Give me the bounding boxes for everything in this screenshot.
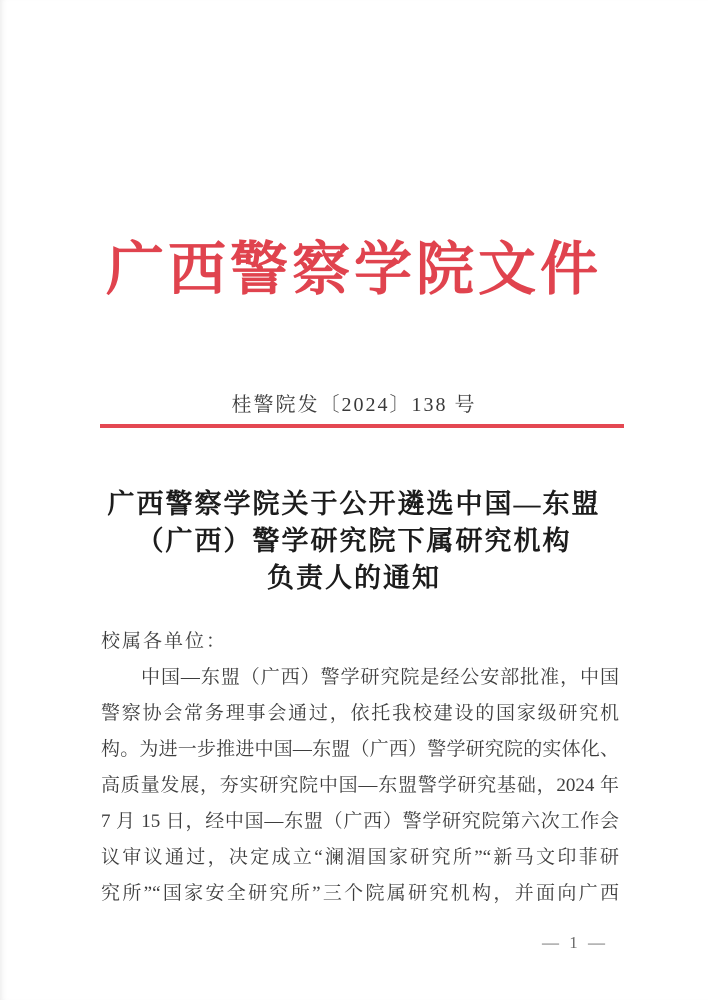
document-title (0, 486, 708, 597)
body-text-line: 究所”“国家安全研究所”三个院属研究机构，并面向广西 (101, 883, 619, 904)
body-text-line: 7 月 15 日，经中国—东盟（广西）警学研究院第六次工作会 (101, 811, 619, 832)
body-text-line: 中国—东盟（广西）警学研究院是经公安部批准，中国 (141, 667, 619, 688)
doc-number: 桂警院发〔2024〕138 号 (231, 394, 477, 416)
letterhead-title: 广西警察学院文件 (105, 237, 602, 302)
document-title-line-2: （广西）警学研究院下属研究机构 (136, 526, 572, 556)
document-body (101, 624, 619, 912)
page-number: — 1 — (542, 933, 608, 952)
document-title-line-1: 广西警察学院关于公开遴选中国—东盟 (107, 489, 601, 519)
body-text-line: 警察协会常务理事会通过，依托我校建设的国家级研究机 (101, 703, 619, 724)
body-text-line: 构。为进一步推进中国—东盟（广西）警学研究院的实体化、 (101, 739, 619, 760)
body-text-line: 高质量发展，夯实研究院中国—东盟警学研究基础，2024 年 (101, 775, 619, 796)
salutation: 校属各单位： (101, 631, 228, 652)
body-text-line: 议审议通过，决定成立“澜湄国家研究所”“新马文印菲研 (101, 847, 619, 868)
red-divider-line (100, 424, 624, 428)
document-title-line-3: 负责人的通知 (267, 563, 441, 593)
